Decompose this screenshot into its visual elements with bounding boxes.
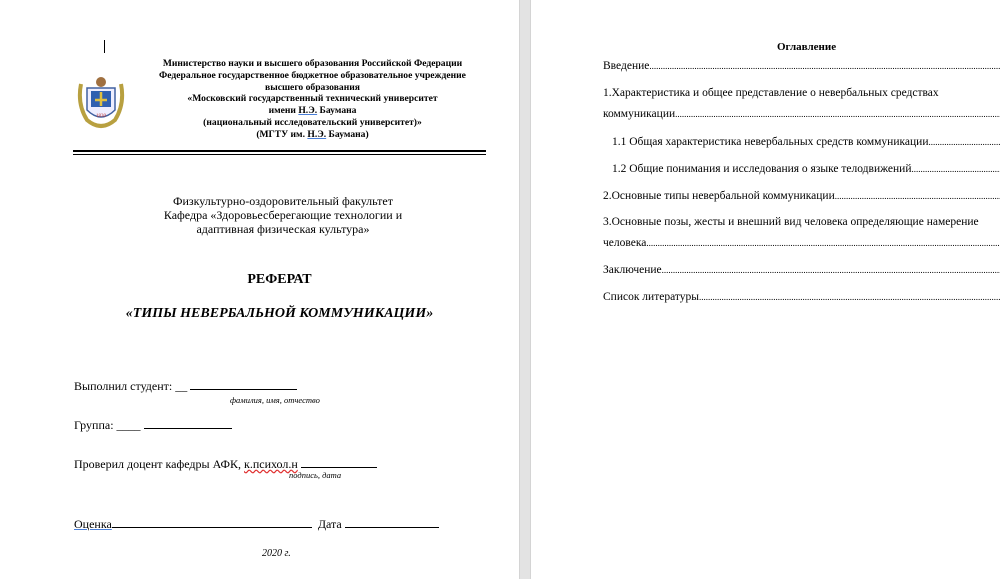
degree: к.психол.н xyxy=(244,457,298,471)
header-line xyxy=(140,129,485,141)
text: (МГТУ им. xyxy=(256,128,308,140)
document-type: РЕФЕРАТ xyxy=(247,272,312,287)
toc-item-label: 1.1 Общая характеристика невербальных средств коммуникации xyxy=(612,136,929,148)
toc-item-label: коммуникации xyxy=(603,108,676,120)
header-line: (национальный исследовательский университет)» xyxy=(203,116,422,128)
header-rule xyxy=(73,154,486,155)
leader-dots xyxy=(835,190,1000,202)
year: 2020 г. xyxy=(262,548,291,559)
toc-item[interactable] xyxy=(603,60,1000,72)
leader-dots xyxy=(662,264,1000,276)
leader-dots xyxy=(649,60,1000,72)
header-line xyxy=(140,105,485,117)
department: адаптивная физическая культура» xyxy=(196,222,370,236)
blank xyxy=(345,516,439,528)
university-logo xyxy=(77,74,125,130)
toc-item[interactable] xyxy=(603,264,1000,276)
toc-item-continued[interactable] xyxy=(603,237,1000,249)
page-gap xyxy=(519,0,531,579)
text: Баумана) xyxy=(326,128,369,140)
blank xyxy=(112,516,312,528)
header-line: «Московский государственный технический университет xyxy=(187,93,438,105)
toc-item[interactable] xyxy=(612,136,1000,148)
header-line: Министерство науки и высшего образования Российской Федерации xyxy=(162,58,463,69)
group-field[interactable] xyxy=(74,417,232,433)
blank xyxy=(144,417,232,429)
department-block xyxy=(158,194,408,236)
table-of-contents xyxy=(603,0,998,579)
date-label: Дата xyxy=(317,517,342,531)
toc-item[interactable] xyxy=(603,190,1000,202)
contents-page xyxy=(531,0,1000,579)
label: Проверил доцент кафедры АФК, xyxy=(74,457,244,471)
svg-text:1830: 1830 xyxy=(96,114,106,119)
faculty: Физкультурно-оздоровительный факультет xyxy=(173,194,393,208)
toc-item-label: 1.Характеристика и общее представление о невербальных средствах xyxy=(603,87,939,99)
text: Баумана xyxy=(317,105,357,117)
toc-item-label: 1.2 Общие понимания и исследования о языке телодвижений xyxy=(612,163,912,175)
text-cursor xyxy=(104,40,105,53)
toc-item[interactable] xyxy=(603,291,1000,303)
document-topic: «ТИПЫ НЕВЕРБАЛЬНОЙ КОММУНИКАЦИИ» xyxy=(125,306,434,321)
label: Выполнил студент: __ xyxy=(74,379,188,393)
label: Группа: ____ xyxy=(74,418,141,432)
toc-item-label: Список литературы xyxy=(603,291,699,303)
text: имени xyxy=(268,105,299,117)
leader-dots xyxy=(911,163,1000,175)
toc-title: Оглавление xyxy=(777,41,837,53)
department: Кафедра «Здоровьесберегающие технологии и xyxy=(163,208,403,222)
leader-dots xyxy=(675,108,1000,120)
leader-dots xyxy=(646,237,1000,249)
toc-item-label: 2.Основные типы невербальной коммуникации xyxy=(603,190,835,202)
header-rule xyxy=(73,150,486,152)
grade-field[interactable] xyxy=(74,516,439,532)
header-line: высшего образования xyxy=(265,81,360,93)
toc-item[interactable] xyxy=(603,216,1000,228)
signature-hint: подпись, дата xyxy=(289,470,342,480)
label: Оценка xyxy=(74,517,112,531)
blank xyxy=(190,378,297,390)
leader-dots xyxy=(699,291,1000,303)
leader-dots xyxy=(928,136,1000,148)
student-field[interactable] xyxy=(74,378,297,394)
toc-item-label: человека xyxy=(603,237,647,249)
blank xyxy=(301,456,377,468)
toc-item-continued[interactable] xyxy=(603,108,1000,120)
institution-header xyxy=(140,58,485,141)
toc-item[interactable] xyxy=(603,87,1000,99)
header-line: Федеральное государственное бюджетное образовательное учреждение xyxy=(159,69,466,81)
initials: Н.Э. xyxy=(307,128,327,140)
student-hint: фамилия, имя, отчество xyxy=(230,395,320,405)
toc-item-label: Введение xyxy=(603,60,650,72)
toc-item[interactable] xyxy=(612,163,1000,175)
toc-item-label: 3.Основные позы, жесты и внешний вид человека определяющие намерение xyxy=(603,216,979,228)
initials: Н.Э. xyxy=(298,105,318,117)
toc-item-label: Заключение xyxy=(603,264,662,276)
